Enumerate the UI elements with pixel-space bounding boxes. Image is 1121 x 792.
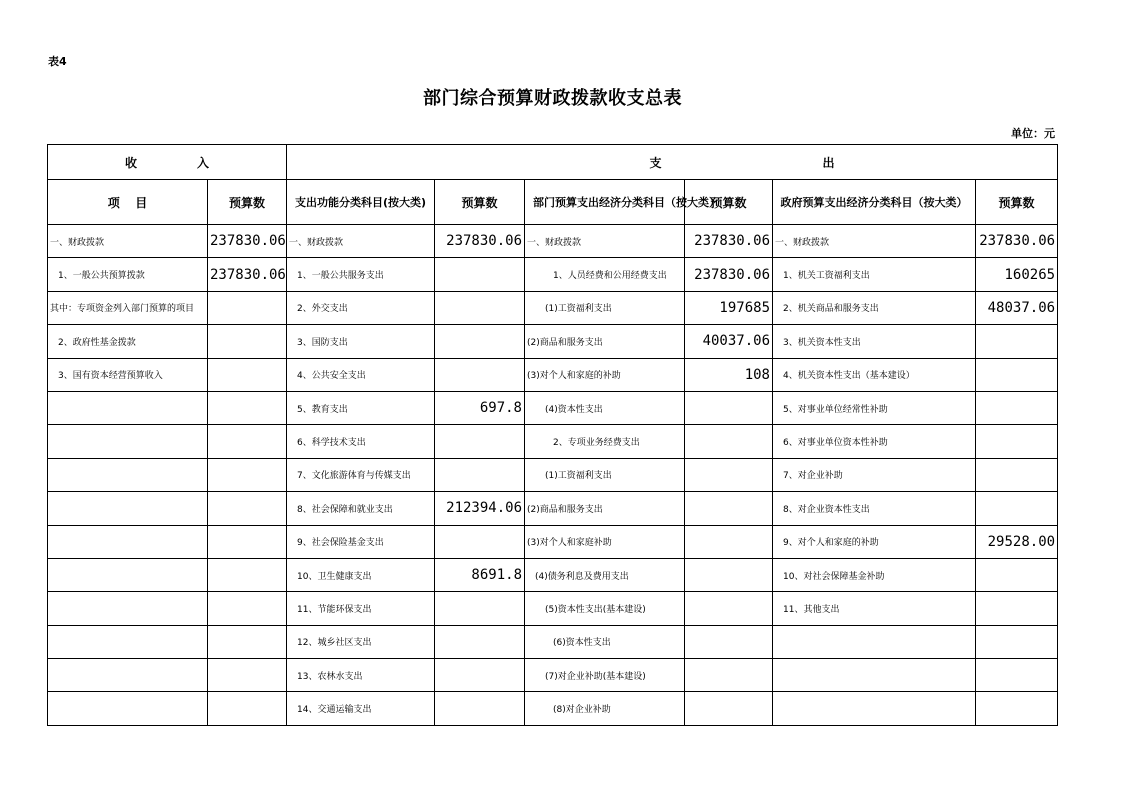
dept-econ-amount — [685, 659, 773, 692]
dept-econ-amount — [685, 458, 773, 491]
table-row — [48, 525, 1058, 558]
income-item — [48, 625, 208, 658]
dept-econ-amount: 237830.06 — [685, 258, 773, 291]
gov-econ-amount — [976, 425, 1058, 458]
col-header-gov-econ: 政府预算支出经济分类科目（按大类） — [773, 180, 976, 225]
func-amount — [435, 458, 525, 491]
income-item — [48, 659, 208, 692]
func-amount — [435, 592, 525, 625]
gov-econ-category: 一、财政拨款 — [773, 225, 976, 258]
income-item — [48, 558, 208, 591]
dept-econ-amount — [685, 592, 773, 625]
income-item — [48, 592, 208, 625]
table-row — [48, 659, 1058, 692]
func-category: 11、节能环保支出 — [287, 592, 435, 625]
func-category: 1、一般公共服务支出 — [287, 258, 435, 291]
dept-econ-category: (3)对个人和家庭的补助 — [525, 358, 685, 391]
gov-econ-category: 6、对事业单位资本性补助 — [773, 425, 976, 458]
income-item — [48, 391, 208, 424]
gov-econ-category: 11、其他支出 — [773, 592, 976, 625]
gov-econ-amount — [976, 492, 1058, 525]
func-category: 13、农林水支出 — [287, 659, 435, 692]
gov-econ-amount: 48037.06 — [976, 291, 1058, 324]
income-item: 一、财政拨款 — [48, 225, 208, 258]
func-amount — [435, 325, 525, 358]
table-row — [48, 291, 1058, 324]
gov-econ-category — [773, 625, 976, 658]
func-amount — [435, 625, 525, 658]
func-amount: 8691.8 — [435, 558, 525, 591]
expense-header — [287, 145, 1058, 180]
income-item — [48, 458, 208, 491]
table-body — [48, 225, 1058, 726]
income-header-char-1: 收 — [124, 155, 137, 170]
income-amount — [208, 391, 287, 424]
income-item: 3、国有资本经营预算收入 — [48, 358, 208, 391]
gov-econ-category — [773, 659, 976, 692]
dept-econ-amount: 108 — [685, 358, 773, 391]
dept-econ-category: (1)工资福利支出 — [525, 458, 685, 491]
gov-econ-amount — [976, 358, 1058, 391]
gov-econ-amount: 160265 — [976, 258, 1058, 291]
dept-econ-amount — [685, 525, 773, 558]
dept-econ-category: (2)商品和服务支出 — [525, 492, 685, 525]
expense-header-char-1: 支 — [649, 155, 662, 170]
func-amount — [435, 659, 525, 692]
func-category: 5、教育支出 — [287, 391, 435, 424]
income-item: 1、一般公共预算拨款 — [48, 258, 208, 291]
page-title: 部门综合预算财政拨款收支总表 — [423, 88, 682, 109]
dept-econ-amount: 40037.06 — [685, 325, 773, 358]
col-header-item — [48, 180, 208, 225]
func-amount — [435, 258, 525, 291]
gov-econ-category: 7、对企业补助 — [773, 458, 976, 491]
func-amount: 212394.06 — [435, 492, 525, 525]
gov-econ-category: 3、机关资本性支出 — [773, 325, 976, 358]
income-amount — [208, 558, 287, 591]
dept-econ-category: (3)对个人和家庭补助 — [525, 525, 685, 558]
col-header-budget-2: 预算数 — [435, 180, 525, 225]
func-category: 9、社会保险基金支出 — [287, 525, 435, 558]
func-category: 7、文化旅游体育与传媒支出 — [287, 458, 435, 491]
gov-econ-amount: 237830.06 — [976, 225, 1058, 258]
income-item — [48, 525, 208, 558]
gov-econ-category: 5、对事业单位经常性补助 — [773, 391, 976, 424]
income-item — [48, 425, 208, 458]
gov-econ-category: 8、对企业资本性支出 — [773, 492, 976, 525]
gov-econ-category — [773, 692, 976, 725]
table-row — [48, 458, 1058, 491]
gov-econ-amount — [976, 659, 1058, 692]
budget-table — [47, 144, 1058, 726]
func-amount: 697.8 — [435, 391, 525, 424]
income-amount — [208, 692, 287, 725]
dept-econ-category: (2)商品和服务支出 — [525, 325, 685, 358]
func-category: 4、公共安全支出 — [287, 358, 435, 391]
col-header-budget-1: 预算数 — [208, 180, 287, 225]
gov-econ-amount — [976, 325, 1058, 358]
income-amount — [208, 458, 287, 491]
table-row — [48, 558, 1058, 591]
dept-econ-amount — [685, 558, 773, 591]
income-amount — [208, 525, 287, 558]
income-item: 2、政府性基金拨款 — [48, 325, 208, 358]
func-category: 6、科学技术支出 — [287, 425, 435, 458]
table-row — [48, 258, 1058, 291]
table-row — [48, 625, 1058, 658]
table-number: 表4 — [48, 55, 67, 68]
func-category: 14、交通运输支出 — [287, 692, 435, 725]
gov-econ-amount — [976, 625, 1058, 658]
gov-econ-amount — [976, 592, 1058, 625]
dept-econ-category: (6)资本性支出 — [525, 625, 685, 658]
income-item: 其中：专项资金列入部门预算的项目 — [48, 291, 208, 324]
dept-econ-category: 2、专项业务经费支出 — [525, 425, 685, 458]
func-amount — [435, 291, 525, 324]
gov-econ-amount — [976, 558, 1058, 591]
table-row — [48, 225, 1058, 258]
table-row — [48, 325, 1058, 358]
income-amount — [208, 659, 287, 692]
income-amount — [208, 358, 287, 391]
table-row — [48, 358, 1058, 391]
income-amount — [208, 291, 287, 324]
income-amount — [208, 625, 287, 658]
income-amount — [208, 325, 287, 358]
gov-econ-category: 2、机关商品和服务支出 — [773, 291, 976, 324]
income-item — [48, 492, 208, 525]
dept-econ-category: 一、财政拨款 — [525, 225, 685, 258]
table-row — [48, 391, 1058, 424]
income-amount — [208, 492, 287, 525]
col-header-item-char-1: 项 — [107, 195, 120, 210]
col-header-budget-3: 预算数 — [685, 180, 773, 225]
income-amount: 237830.06 — [208, 225, 287, 258]
dept-econ-category: (4)资本性支出 — [525, 391, 685, 424]
func-amount — [435, 692, 525, 725]
func-category: 3、国防支出 — [287, 325, 435, 358]
income-amount — [208, 425, 287, 458]
income-item — [48, 692, 208, 725]
gov-econ-category: 4、机关资本性支出（基本建设） — [773, 358, 976, 391]
col-header-dept-econ: 部门预算支出经济分类科目（按大类） — [525, 180, 685, 225]
gov-econ-amount — [976, 458, 1058, 491]
dept-econ-amount: 237830.06 — [685, 225, 773, 258]
func-amount: 237830.06 — [435, 225, 525, 258]
table-row — [48, 425, 1058, 458]
gov-econ-amount: 29528.00 — [976, 525, 1058, 558]
gov-econ-amount — [976, 692, 1058, 725]
gov-econ-amount — [976, 391, 1058, 424]
func-category: 12、城乡社区支出 — [287, 625, 435, 658]
unit-label: 单位：元 — [1011, 127, 1055, 140]
dept-econ-amount — [685, 391, 773, 424]
gov-econ-category: 1、机关工资福利支出 — [773, 258, 976, 291]
func-amount — [435, 425, 525, 458]
table-row — [48, 692, 1058, 725]
dept-econ-amount — [685, 425, 773, 458]
dept-econ-category: 1、人员经费和公用经费支出 — [525, 258, 685, 291]
dept-econ-category: (1)工资福利支出 — [525, 291, 685, 324]
income-header-char-2: 入 — [196, 155, 209, 170]
gov-econ-category: 10、对社会保障基金补助 — [773, 558, 976, 591]
func-amount — [435, 358, 525, 391]
func-amount — [435, 525, 525, 558]
income-amount — [208, 592, 287, 625]
expense-header-char-2: 出 — [822, 155, 835, 170]
func-category: 一、财政拨款 — [287, 225, 435, 258]
dept-econ-amount: 197685 — [685, 291, 773, 324]
dept-econ-category: (4)债务利息及费用支出 — [525, 558, 685, 591]
dept-econ-category: (7)对企业补助(基本建设) — [525, 659, 685, 692]
income-amount: 237830.06 — [208, 258, 287, 291]
dept-econ-category: (5)资本性支出(基本建设) — [525, 592, 685, 625]
dept-econ-amount — [685, 492, 773, 525]
gov-econ-category: 9、对个人和家庭的补助 — [773, 525, 976, 558]
dept-econ-amount — [685, 625, 773, 658]
func-category: 8、社会保障和就业支出 — [287, 492, 435, 525]
dept-econ-category: (8)对企业补助 — [525, 692, 685, 725]
col-header-item-char-2: 目 — [135, 195, 148, 210]
income-header — [48, 145, 287, 180]
table-row — [48, 592, 1058, 625]
func-category: 2、外交支出 — [287, 291, 435, 324]
col-header-func: 支出功能分类科目(按大类) — [287, 180, 435, 225]
table-row — [48, 492, 1058, 525]
dept-econ-amount — [685, 692, 773, 725]
col-header-budget-4: 预算数 — [976, 180, 1058, 225]
func-category: 10、卫生健康支出 — [287, 558, 435, 591]
